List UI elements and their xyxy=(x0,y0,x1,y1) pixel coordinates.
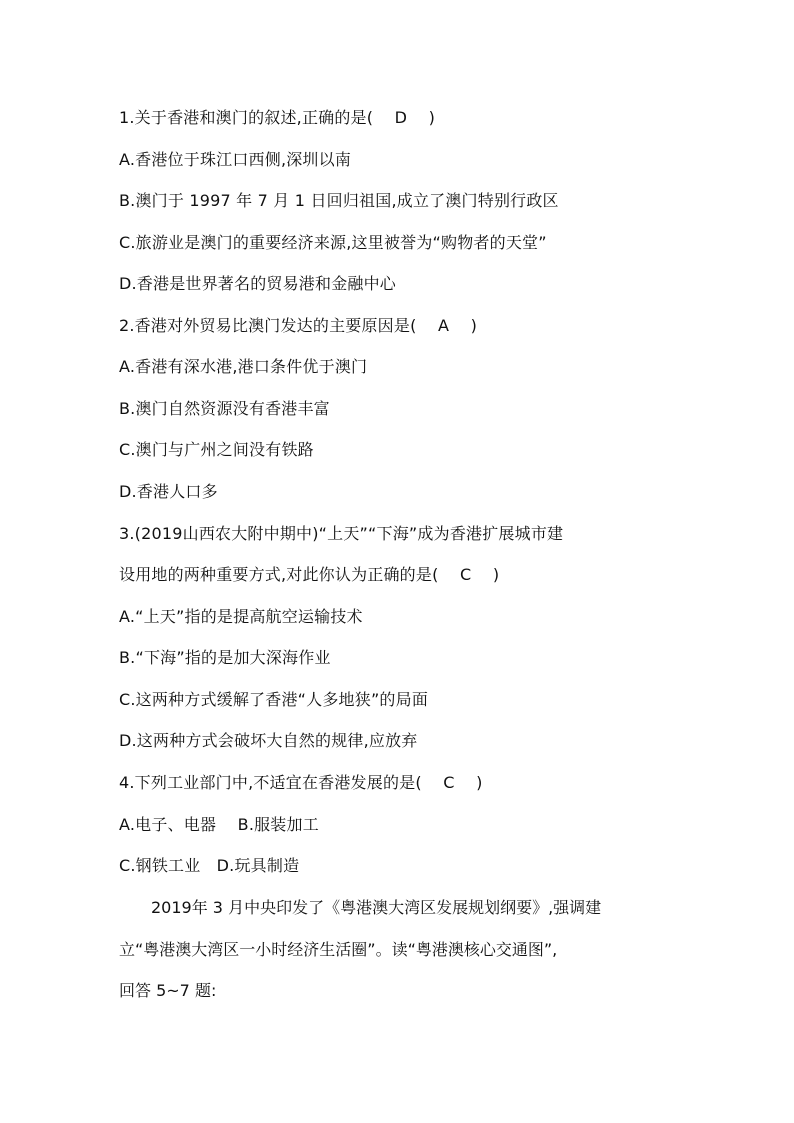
question-3-option-a: A.“上天”指的是提高航空运输技术 xyxy=(119,607,363,626)
question-4-options-row-1: A.电子、电器 B.服装加工 xyxy=(119,815,319,834)
question-4-options-row-2: C.钢铁工业 D.玩具制造 xyxy=(119,856,300,875)
question-2-option-c: C.澳门与广州之间没有铁路 xyxy=(119,440,314,459)
question-3-stem-line-2: 设用地的两种重要方式,对此你认为正确的是( C ) xyxy=(119,565,500,584)
question-1-option-a: A.香港位于珠江口西侧,深圳以南 xyxy=(119,150,352,169)
intro-line-3: 回答 5~7 题: xyxy=(119,981,217,1000)
intro-line-1: 2019年 3 月中央印发了《粤港澳大湾区发展规划纲要》,强调建 xyxy=(119,898,602,917)
question-2-option-a: A.香港有深水港,港口条件优于澳门 xyxy=(119,357,368,376)
question-3-stem-line-1: 3.(2019山西农大附中期中)“上天”“下海”成为香港扩展城市建 xyxy=(119,524,564,543)
question-1-option-d: D.香港是世界著名的贸易港和金融中心 xyxy=(119,274,397,293)
question-2-option-d: D.香港人口多 xyxy=(119,482,218,501)
question-3-option-c: C.这两种方式缓解了香港“人多地狭”的局面 xyxy=(119,690,429,709)
question-1-option-c: C.旅游业是澳门的重要经济来源,这里被誉为“购物者的天堂” xyxy=(119,233,547,252)
question-4-stem: 4.下列工业部门中,不适宜在香港发展的是( C ) xyxy=(119,773,483,792)
question-3-option-d: D.这两种方式会破坏大自然的规律,应放弃 xyxy=(119,731,418,750)
question-2-stem: 2.香港对外贸易比澳门发达的主要原因是( A ) xyxy=(119,316,478,335)
intro-line-2: 立“粤港澳大湾区一小时经济生活圈”。读“粤港澳核心交通图”, xyxy=(119,940,558,959)
question-1-option-b: B.澳门于 1997 年 7 月 1 日回归祖国,成立了澳门特别行政区 xyxy=(119,191,559,210)
question-1-stem: 1.关于香港和澳门的叙述,正确的是( D ) xyxy=(119,108,436,127)
question-3-option-b: B.“下海”指的是加大深海作业 xyxy=(119,648,331,667)
question-2-option-b: B.澳门自然资源没有香港丰富 xyxy=(119,399,330,418)
